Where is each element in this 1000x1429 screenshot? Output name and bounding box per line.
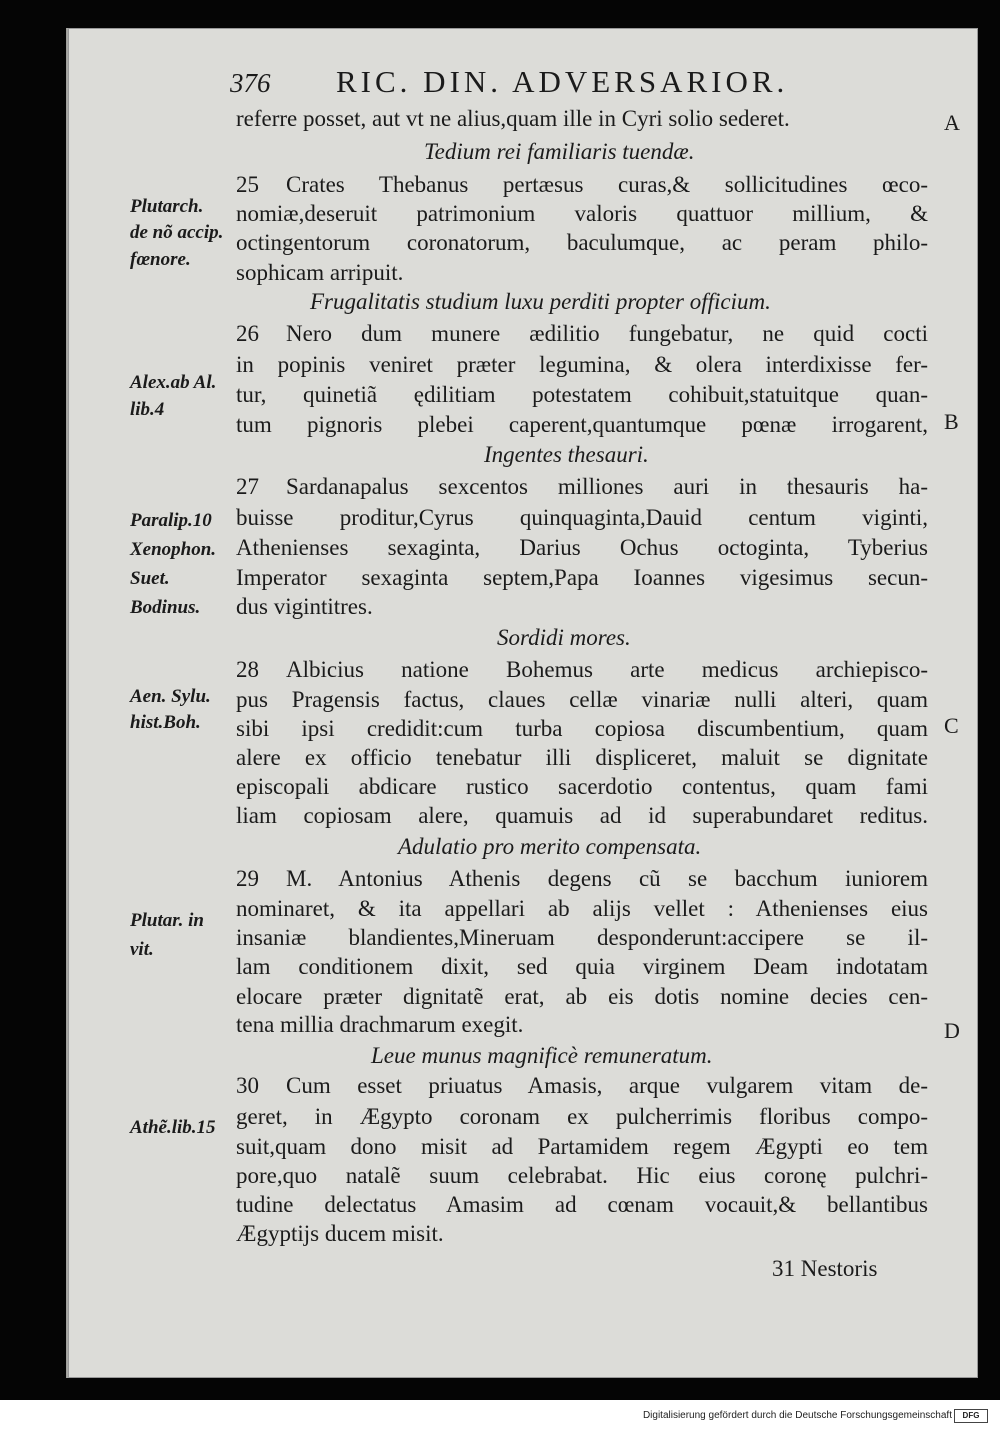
entry-number: 29	[236, 866, 259, 891]
margin-note: Alex.ab Al.	[130, 372, 217, 393]
text-line-content: M. Antonius Athenis degens cũ se bacchum iuniorem	[286, 866, 928, 891]
text-line: Athenienses sexaginta, Darius Ochus octoginta, Tyberius	[236, 535, 928, 560]
text-line: nominaret, & ita appellari ab alijs vellet : Athenienses eius	[236, 896, 928, 921]
margin-note: Paralip.10	[130, 510, 212, 531]
text-line	[236, 657, 928, 683]
entry-number: 25	[236, 172, 259, 197]
text-line: sophicam arripuit.	[236, 260, 404, 285]
text-line: elocare præter dignitatẽ erat, ab eis dotis nomine decies cen-	[236, 984, 928, 1009]
text-line-content: Sardanapalus sexcentos milliones auri in thesauris ha-	[286, 474, 928, 499]
text-line	[236, 474, 928, 500]
text-line: lam conditionem dixit, sed quia virginem Deam indotatam	[236, 954, 928, 979]
section-heading: Ingentes thesauri.	[484, 442, 649, 467]
section-heading: Sordidi mores.	[497, 625, 631, 650]
text-line	[236, 321, 928, 347]
entry-number: 30	[236, 1073, 259, 1098]
margin-note: Bodinus.	[130, 597, 201, 618]
funding-credit: Digitalisierung gefördert durch die Deutsche Forschungsgemeinschaft	[642, 1410, 952, 1421]
entry-number: 28	[236, 657, 259, 682]
section-letter: B	[944, 409, 959, 434]
margin-note: Plutar. in	[130, 910, 204, 931]
entry-number: 27	[236, 474, 259, 499]
margin-note: Aen. Sylu.	[130, 686, 211, 707]
text-line: pore,quo natalẽ suum celebrabat. Hic eius coronę pulchri-	[236, 1163, 928, 1188]
section-letter: C	[944, 713, 959, 738]
text-line-content: Nero dum munere ædilitio fungebatur, ne quid cocti	[286, 321, 928, 346]
catchword: 31 Nestoris	[772, 1256, 878, 1281]
text-line: buisse proditur,Cyrus quinquaginta,Dauid centum viginti,	[236, 505, 928, 530]
section-heading: Tedium rei familiaris tuendæ.	[424, 139, 695, 164]
section-letter: D	[944, 1018, 960, 1043]
margin-note: fœnore.	[130, 249, 191, 270]
margin-note: hist.Boh.	[130, 712, 201, 733]
text-line-content: Crates Thebanus pertæsus curas,& sollicitudines œco-	[286, 172, 928, 197]
dfg-logo: DFG	[954, 1409, 988, 1423]
running-title: RIC. DIN. ADVERSARIOR.	[336, 64, 789, 99]
text-line: in popinis veniret præter legumina, & olera interdixisse fer-	[236, 352, 928, 377]
page-number: 376	[230, 68, 271, 98]
footer-bar	[0, 1400, 1000, 1429]
text-line: tur, quinetiã ędilitiam potestatem cohibuit,statuitque quan-	[236, 382, 928, 407]
text-line: tum pignoris plebei caperent,quantumque pœnæ irrogarent,	[236, 412, 928, 437]
section-letter: A	[944, 110, 960, 135]
text-line: dus vigintitres.	[236, 594, 373, 619]
text-line: liam copiosam alere, quamuis ad id superabundaret reditus.	[236, 803, 928, 828]
margin-note: Suet.	[130, 568, 170, 589]
text-line: episcopali abdicare rustico sacerdotio contentus, quam fami	[236, 774, 928, 799]
entry-number: 26	[236, 321, 259, 346]
text-line	[236, 172, 928, 198]
text-line-content: Albicius natione Bohemus arte medicus archiepisco-	[286, 657, 928, 682]
text-line	[236, 1073, 928, 1099]
section-heading: Leue munus magnificè remuneratum.	[371, 1043, 713, 1068]
text-line-content: Cum esset priuatus Amasis, arque vulgarem vitam de-	[286, 1073, 928, 1098]
text-line: Ægyptijs ducem misit.	[236, 1221, 444, 1246]
text-line: alere ex officio tenebatur illi displiceret, maluit se dignitate	[236, 745, 928, 770]
text-line: suit,quam dono misit ad Partamidem regem Ægypti eo tem	[236, 1134, 928, 1159]
margin-note: lib.4	[130, 399, 165, 420]
margin-note: de nõ accip.	[130, 222, 224, 243]
text-line: geret, in Ægypto coronam ex pulcherrimis floribus compo-	[236, 1104, 928, 1129]
text-line: sibi ipsi credidit:cum turba copiosa discumbentium, quam	[236, 716, 928, 741]
text-line: referre posset, aut vt ne alius,quam ille in Cyri solio sederet.	[236, 106, 790, 131]
section-heading: Adulatio pro merito compensata.	[398, 834, 702, 859]
section-heading: Frugalitatis studium luxu perditi propter officium.	[310, 289, 771, 314]
text-line: tudine delectatus Amasim ad cœnam vocauit,& bellantibus	[236, 1192, 928, 1217]
text-line: Imperator sexaginta septem,Papa Ioannes vigesimus secun-	[236, 565, 928, 590]
text-line: octingentorum coronatorum, baculumque, ac peram philo-	[236, 230, 928, 255]
text-line: tena millia drachmarum exegit.	[236, 1012, 524, 1037]
margin-note: Xenophon.	[130, 539, 217, 560]
text-line: nomiæ,deseruit patrimonium valoris quattuor millium, &	[236, 201, 928, 226]
text-line	[236, 866, 928, 892]
margin-note: Plutarch.	[130, 196, 204, 217]
margin-note: vit.	[130, 939, 154, 960]
margin-note: Athẽ.lib.15	[130, 1117, 216, 1138]
text-line: pus Pragensis factus, claues cellæ vinariæ nulli alteri, quam	[236, 687, 928, 712]
text-line: insaniæ blandientes,Mineruam desponderunt:accipere se il-	[236, 925, 928, 950]
